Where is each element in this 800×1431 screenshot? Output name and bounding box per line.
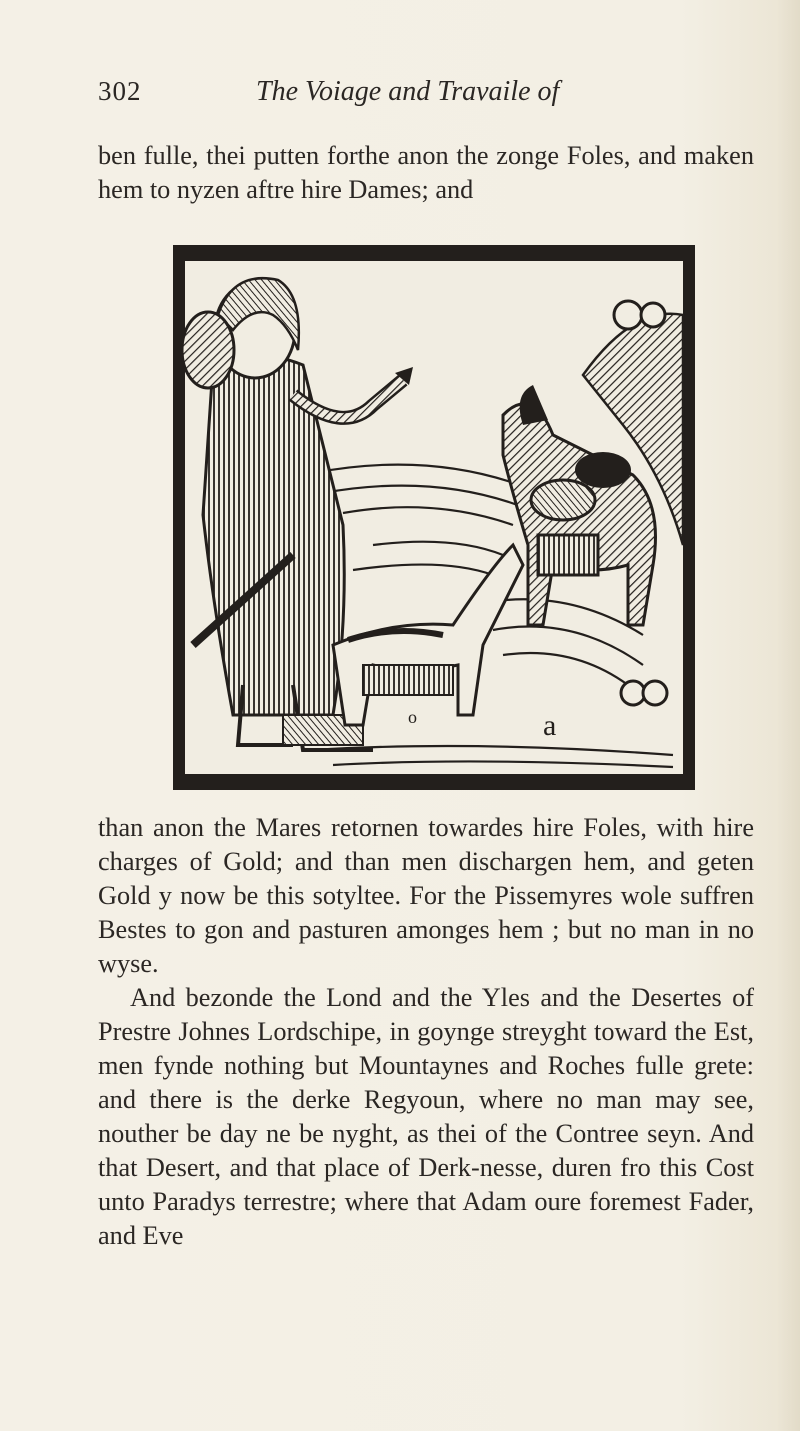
paragraph: than anon the Mares retornen towardes hire Foles, with hire charges of Gold; and than men dischargen hem, and geten Gold y now be this sotyltee. For the Pissemyres wole suffren Bestes to gon and pasturen amonges hem ; but no man in no wyse. — [98, 813, 754, 978]
text-after-figure — [98, 811, 754, 1253]
paragraph: ben fulle, thei putten forthe anon the zonge Foles, and maken hem to nyzen aftre hire Dames; and — [98, 141, 754, 204]
woodcut-illustration — [173, 245, 695, 790]
woodcut-letter: a — [543, 709, 557, 742]
running-head — [98, 76, 738, 116]
text-before-figure — [98, 139, 754, 207]
running-title: The Voiage and Travaile of — [256, 76, 560, 107]
woodcut-illustration-icon — [173, 245, 695, 790]
woodcut-letter: o — [408, 707, 417, 727]
paragraph: And bezonde the Lond and the Yles and the Desertes of Prestre Johnes Lordschipe, in goynge streyght toward the Est, men fynde nothing but Mountaynes and Roches fulle grete: and there is the derke Regyoun, where no man may see, nouther be day ne be nyght, as thei of the Contree seyn. And that Desert, and that place of Derk-nesse, duren fro this Cost unto Paradys terrestre; where that Adam oure foremest Fader, and Eve — [98, 983, 754, 1250]
page-number: 302 — [98, 76, 142, 106]
